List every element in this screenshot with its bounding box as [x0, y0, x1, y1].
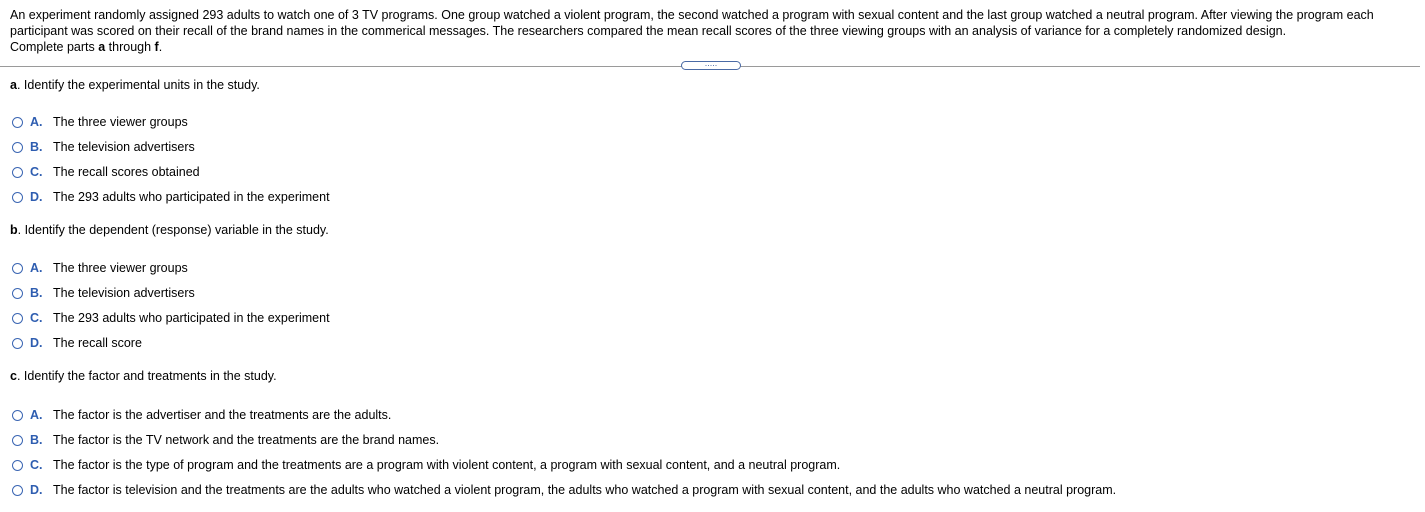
- option-text: The factor is television and the treatments are the adults who watched a violent program, the adults who watched a program with sexual content, and the adults who watched a neutral program.: [53, 483, 1117, 497]
- radio-button[interactable]: [12, 338, 23, 349]
- option-text: The factor is the advertiser and the treatments are the adults.: [53, 408, 392, 422]
- complete-part-f: f: [154, 40, 159, 54]
- radio-button[interactable]: [12, 410, 23, 421]
- question-a-letter: a: [10, 78, 17, 92]
- radio-button[interactable]: [12, 167, 23, 178]
- radio-button[interactable]: [12, 142, 23, 153]
- complete-suffix: .: [158, 40, 163, 54]
- option-letter: C.: [30, 458, 43, 472]
- question-b-text: . Identify the dependent (response) variable in the study.: [17, 223, 329, 237]
- option-b-C[interactable]: [12, 310, 330, 326]
- question-c-letter: c: [10, 369, 17, 383]
- option-c-D[interactable]: [12, 482, 1116, 498]
- radio-button[interactable]: [12, 263, 23, 274]
- radio-button[interactable]: [12, 288, 23, 299]
- option-a-D[interactable]: [12, 189, 330, 205]
- question-b-letter: b: [10, 223, 18, 237]
- question-a-text: . Identify the experimental units in the study.: [16, 78, 260, 92]
- option-c-B[interactable]: [12, 432, 439, 448]
- question-c: [10, 368, 277, 384]
- option-letter: B.: [30, 140, 43, 154]
- option-letter: D.: [30, 336, 43, 350]
- option-c-C[interactable]: [12, 457, 840, 473]
- option-text: The factor is the TV network and the treatments are the brand names.: [53, 433, 440, 447]
- radio-button[interactable]: [12, 313, 23, 324]
- option-letter: D.: [30, 190, 43, 204]
- radio-button[interactable]: [12, 460, 23, 471]
- option-text: The 293 adults who participated in the experiment: [53, 190, 330, 204]
- option-b-D[interactable]: [12, 335, 142, 351]
- option-text: The three viewer groups: [53, 115, 188, 129]
- expand-button[interactable]: [681, 58, 741, 70]
- complete-part-a: a: [98, 40, 106, 54]
- question-b: [10, 222, 329, 238]
- question-c-text: . Identify the factor and treatments in the study.: [16, 369, 277, 383]
- option-letter: A.: [30, 261, 43, 275]
- option-a-A[interactable]: [12, 114, 188, 130]
- question-a: [10, 77, 260, 93]
- option-letter: A.: [30, 115, 43, 129]
- option-text: The television advertisers: [53, 140, 195, 154]
- problem-statement: [10, 7, 1410, 55]
- option-text: The television advertisers: [53, 286, 195, 300]
- option-letter: C.: [30, 165, 43, 179]
- complete-mid: through: [105, 40, 155, 54]
- radio-button[interactable]: [12, 192, 23, 203]
- option-letter: A.: [30, 408, 43, 422]
- option-text: The 293 adults who participated in the experiment: [53, 311, 330, 325]
- option-b-B[interactable]: [12, 285, 195, 301]
- option-letter: B.: [30, 433, 43, 447]
- option-text: The recall scores obtained: [53, 165, 200, 179]
- complete-prefix: Complete parts: [10, 40, 99, 54]
- option-a-C[interactable]: [12, 164, 200, 180]
- option-a-B[interactable]: [12, 139, 195, 155]
- option-b-A[interactable]: [12, 260, 188, 276]
- option-text: The three viewer groups: [53, 261, 188, 275]
- problem-text: An experiment randomly assigned 293 adults to watch one of 3 TV programs. One group watched a violent program, the second watched a program with sexual content and the last group watched a neutral program. After viewing the program each participant was scored on their recall of the brand names in the commerical messages. The researchers compared the mean recall scores of the three viewing groups with an analysis of variance for a completely randomized design.: [10, 8, 1374, 38]
- radio-button[interactable]: [12, 117, 23, 128]
- option-letter: B.: [30, 286, 43, 300]
- expand-dots: .....: [704, 58, 718, 68]
- option-letter: D.: [30, 483, 43, 497]
- option-c-A[interactable]: [12, 407, 391, 423]
- option-text: The factor is the type of program and the treatments are a program with violent content, a program with sexual content, and a neutral program.: [53, 458, 841, 472]
- option-text: The recall score: [53, 336, 142, 350]
- radio-button[interactable]: [12, 435, 23, 446]
- option-letter: C.: [30, 311, 43, 325]
- radio-button[interactable]: [12, 485, 23, 496]
